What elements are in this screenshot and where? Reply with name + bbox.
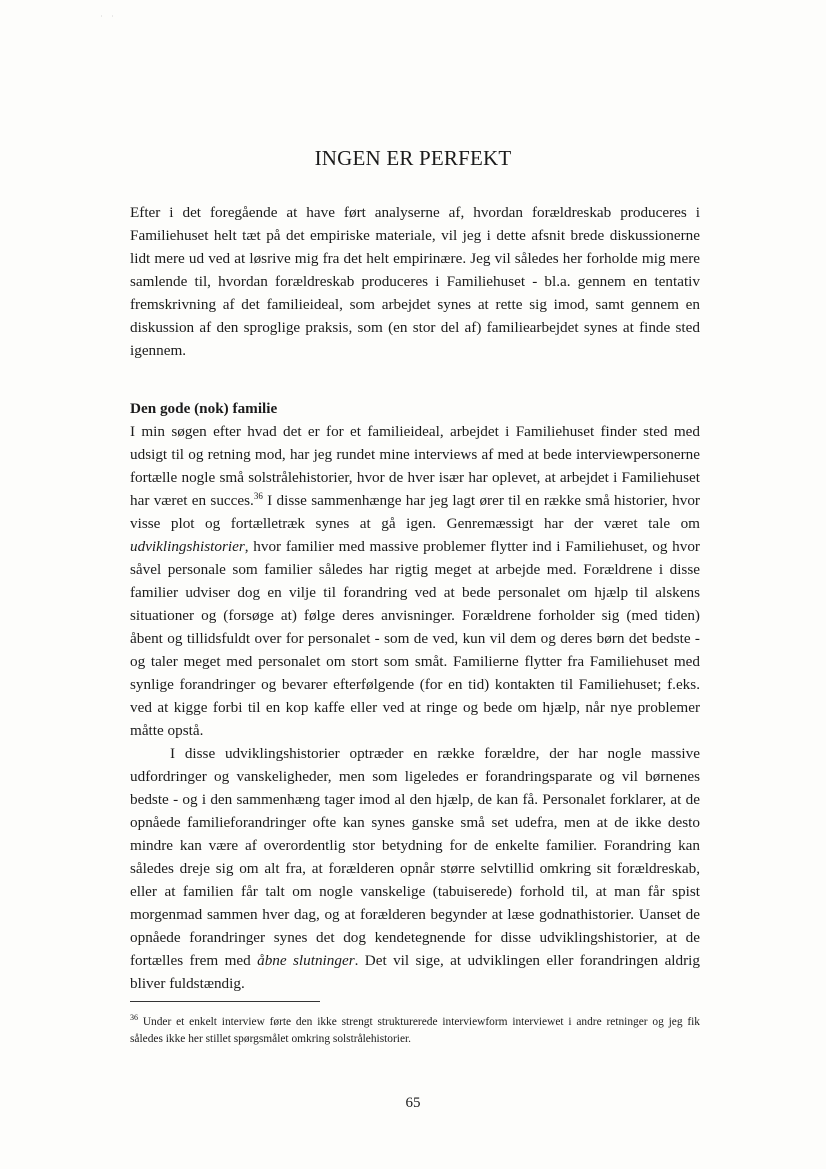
intro-paragraph: Efter i det foregående at have ført analyserne af, hvordan forældreskab produceres i Familiehuset helt tæt på det empiriske materiale, vil jeg i dette afsnit brede diskussionerne lidt mere ud ved at løsrive mig fra det helt empirinære. Jeg vil således her forholde mig mere samlende til, hvordan forældreskab produceres i Familiehuset - bl.a. gennem en tentativ fremskrivning af det familieideal, som arbejdet synes at rette sig imod, samt gennem en diskussion af den sproglige praksis, som (en stor del af) familiearbejdet synes at finde sted igennem. [130,204,700,359]
paragraph-text: . Det vil sige, at udviklingen eller forandringen aldrig bliver fuldstændig. [130,952,700,992]
paragraph-text: I min søgen efter hvad det er for et familieideal, arbejdet i Familiehuset finder sted med udsigt til og retning mod, har jeg rundet mine interviews af med at bede interviewpersonerne fortælle nogle små solstrålehistorier, hvor de hver især har oplevet, at arbejdet i Familiehuset har været en succes. [130,423,700,509]
section-den-gode-familie [130,397,700,995]
paragraph-text: I disse sammenhænge har jeg lagt ører til en række små historier, hvor visse plot og fortælletræk synes at gå igen. Genremæssigt har der været tale om [130,492,700,532]
footnote-reference: 36 [253,490,263,501]
chapter-title: INGEN ER PERFEKT [314,146,512,170]
scan-speck: ˙ [100,14,103,24]
page-number: 65 [405,1095,421,1111]
section-heading: Den gode (nok) familie [130,400,278,417]
footnote [130,1014,700,1048]
footnote-number: 36 [130,1013,138,1023]
body-paragraph-1 [130,420,700,742]
paragraph-text: , hvor familier med massive problemer flytter ind i Familiehuset, og hvor såvel personale som familier således har rigtig meget at arbejde med. Forældrene i disse familier udviser dog en vilje til forandring ved at bede personalet om hjælp til alskens situationer og (forsøge at) følge deres anvisninger. Forældrene forholder sig (med tiden) åbent og tillidsfuldt over for personalet - som de ved, kun vil dem og deres børn det bedste - og taler meget med personalet om stort som småt. Familierne flytter fra Familiehuset med synlige forandringer og bevarer efterfølgende (for en tid) kontakten til Familiehuset; f.eks. ved at kigge forbi til en kop kaffe eller ved at ringe og bede om hjælp, når nye problemer måtte opstå. [130,538,700,739]
emphasized-term: udviklingshistorier [130,538,245,555]
emphasized-term: åbne slutninger [257,952,355,969]
scan-speck: ˙ [111,14,114,24]
paragraph-text: I disse udviklingshistorier optræder en række forældre, der har nogle massive udfordringer og vanskeligheder, men som ligeledes er forandringsparate og vil børnenes bedste - og i den sammenhæng tager imod al den hjælp, de kan få. Personalet forklarer, at de opnåede familieforandringer ofte kan synes ganske små set udefra, men at de ikke desto mindre kan være af overordentlig stor betydning for de enkelte familier. Forandring kan således dreje sig om alt fra, at forælderen opnår større selvtillid omkring sit forældreskab, eller at familien får talt om nogle vanskelige (tabuiserede) forhold til, at man får spist morgenmad sammen hver dag, og at forælderen begynder at læse godnathistorier. Uanset de opnåede forandringer synes det dog kendetegnende for disse udviklingshistorier, at de fortælles frem med [130,745,700,969]
footnote-text: Under et enkelt interview førte den ikke strengt strukturerede interviewform interviewet i andre retninger og jeg fik således ikke her stillet spørgsmålet omkring solstrålehistorier. [130,1016,700,1045]
footnote-divider [130,1001,320,1002]
body-paragraph-2 [130,742,700,995]
